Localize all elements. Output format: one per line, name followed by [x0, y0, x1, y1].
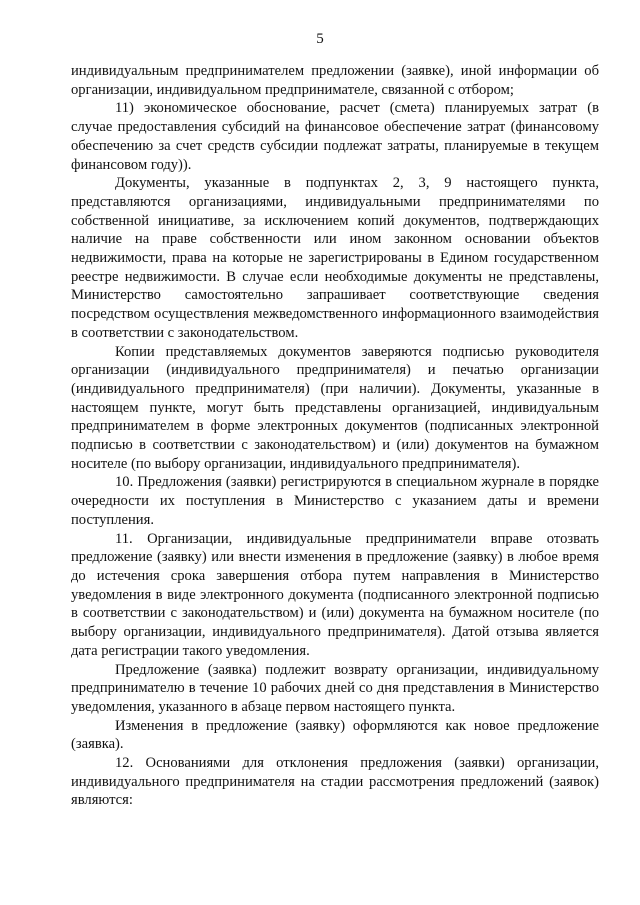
paragraph-documents-submission: Документы, указанные в подпунктах 2, 3, 9 настоящего пункта, представляются организациями, индивидуальными предпринимателями по собственной инициативе, за исключением копий документов, подтверждающих наличие на праве собственности или ином законном основании объектов недвижимости, права на которые не зарегистрированы в Едином государственном реестре недвижимости. В случае если необходимые документы не представлены, Министерство самостоятельно запрашивает соответствующие сведения посредством осуществления межведомственного информационного взаимодействия в соответствии с законодательством.: [71, 175, 599, 341]
paragraph-continuation: индивидуальным предпринимателем предложении (заявке), иной информации об организации, индивидуальном предпринимателе, связанной с отбором;: [71, 63, 599, 98]
paragraph-item-11-economic-justification: 11) экономическое обоснование, расчет (смета) планируемых затрат (в случае предоставления субсидий на финансовое обеспечение затрат (финансовому обеспечению за счет средств субсидии подлежат затраты, планируемые в текущем финансовом году)).: [71, 100, 599, 173]
paragraph-changes: Изменения в предложение (заявку) оформляются как новое предложение (заявка).: [71, 717, 599, 753]
paragraph-point-11-withdrawal: 11. Организации, индивидуальные предприниматели вправе отозвать предложение (заявку) или внести изменения в предложение (заявку) в любое время до истечения срока завершения отбора путем направления в Министерство уведомления в виде электронного документа (подписанного электронной подписью в соответствии с законодательством) и (или) документа на бумажном носителе (по выбору организации, индивидуального предпринимателя). Датой отзыва является дата регистрации такого уведомления.: [71, 530, 599, 659]
paragraph-point-12-rejection-grounds: 12. Основаниями для отклонения предложения (заявки) организации, индивидуального предпринимателя на стадии рассмотрения предложений (заявок) являются:: [71, 755, 599, 809]
paragraph-application-return: Предложение (заявка) подлежит возврату организации, индивидуальному предпринимателю в течение 10 рабочих дней со дня представления в Министерство уведомления, указанного в абзаце первом настоящего пункта.: [71, 661, 599, 715]
paragraph-document-copies: Копии представляемых документов заверяются подписью руководителя организации (индивидуального предпринимателя) и печатью организации (индивидуального предпринимателя) (при наличии). Документы, указанные в настоящем пункте, могут быть представлены организацией, индивидуальным предпринимателем в форме электронных документов (подписанных электронной подписью в соответствии с законодательством) и (или) документов на бумажном носителе (по выбору организации, индивидуального предпринимателя).: [71, 343, 599, 472]
document-body: [71, 62, 599, 810]
page-number: 5: [316, 31, 324, 47]
paragraph-point-10-registration: 10. Предложения (заявки) регистрируются в специальном журнале в порядке очередности их поступления в Министерство с указанием даты и времени поступления.: [71, 474, 599, 528]
